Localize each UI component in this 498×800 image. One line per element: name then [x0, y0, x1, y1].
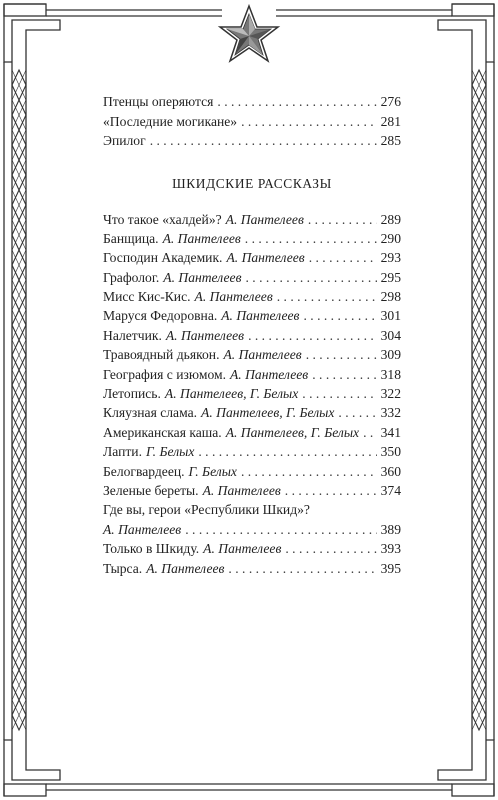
entry-author: А. Пантелеев, Г. Белых: [225, 424, 360, 440]
entry-page: 290: [380, 230, 401, 246]
entry-author: А. Пантелеев: [202, 482, 281, 498]
entry-title: Налетчик.: [103, 327, 162, 343]
toc-entry[interactable]: [103, 229, 401, 248]
toc-entry[interactable]: [103, 92, 401, 112]
leader-dots: [277, 287, 377, 306]
leader-dots: [338, 403, 376, 422]
toc-entry[interactable]: [103, 462, 401, 481]
entry-page: 298: [380, 289, 401, 305]
entry-author: Г. Белых: [145, 444, 195, 460]
entry-page: 341: [380, 424, 401, 440]
toc-entry-multiline-end[interactable]: [103, 520, 401, 539]
entry-author: А. Пантелеев, Г. Белых: [201, 405, 335, 421]
leader-dots: [185, 520, 376, 539]
entry-title: Тырса.: [103, 560, 143, 576]
leader-dots: [306, 345, 377, 364]
toc-top-group: [103, 92, 401, 151]
leader-dots: [363, 423, 377, 442]
toc-entry[interactable]: [103, 248, 401, 267]
entry-page: 281: [380, 113, 401, 129]
entry-page: 374: [380, 482, 401, 498]
entry-author: А. Пантелеев: [103, 521, 182, 537]
leader-dots: [241, 112, 377, 132]
leader-dots: [303, 306, 376, 325]
toc-entry[interactable]: [103, 481, 401, 500]
entry-page: 350: [380, 444, 401, 460]
entry-author: А. Пантелеев: [165, 327, 245, 343]
table-of-contents: [103, 92, 401, 578]
leader-dots: [285, 481, 377, 500]
toc-section-list: [103, 210, 401, 501]
toc-entry[interactable]: [103, 306, 401, 325]
entry-author: А. Пантелеев: [203, 541, 282, 557]
toc-entry[interactable]: [103, 442, 401, 461]
toc-entry[interactable]: [103, 384, 401, 403]
entry-title: География с изюмом.: [103, 366, 226, 382]
toc-entry[interactable]: [103, 559, 401, 578]
entry-author: А. Пантелеев: [194, 289, 273, 305]
entry-page: 318: [380, 366, 401, 382]
entry-title: Эпилог: [103, 133, 146, 148]
leader-dots: [245, 229, 377, 248]
leader-dots: [302, 384, 376, 403]
entry-title: Господин Академик.: [103, 250, 223, 266]
leader-dots: [150, 131, 377, 151]
entry-page: 393: [380, 541, 401, 557]
entry-title: Банщица.: [103, 230, 159, 246]
entry-title: Мисс Кис-Кис.: [103, 289, 191, 305]
entry-author: А. Пантелеев: [230, 366, 309, 382]
entry-page: 322: [380, 386, 401, 402]
entry-title: Графолог.: [103, 269, 160, 285]
entry-title: Летопись.: [103, 386, 161, 402]
leader-dots: [228, 559, 376, 578]
entry-page: 285: [380, 133, 401, 148]
entry-author: А. Пантелеев: [223, 347, 302, 363]
toc-entry[interactable]: [103, 287, 401, 306]
entry-page: 360: [380, 463, 401, 479]
toc-entry-multiline-start[interactable]: [103, 500, 401, 519]
toc-entry[interactable]: [103, 112, 401, 132]
star-icon: [220, 6, 278, 61]
entry-title: Маруся Федоровна.: [103, 308, 218, 324]
entry-title: Зеленые береты.: [103, 482, 199, 498]
entry-author: А. Пантелеев: [221, 308, 300, 324]
entry-page: 301: [380, 308, 401, 324]
entry-author: А. Пантелеев: [162, 230, 241, 246]
leader-dots: [312, 365, 376, 384]
entry-title: Только в Шкиду.: [103, 541, 200, 557]
entry-title: Белогвардеец.: [103, 463, 185, 479]
entry-page: 309: [380, 347, 401, 363]
leader-dots: [308, 210, 377, 229]
leader-dots: [198, 442, 376, 461]
entry-author: А. Пантелеев: [146, 560, 225, 576]
toc-entry[interactable]: [103, 539, 401, 558]
toc-entry[interactable]: [103, 326, 401, 345]
leader-dots: [285, 539, 376, 558]
entry-author: Г. Белых: [188, 463, 237, 479]
entry-page: 276: [380, 94, 401, 109]
entry-page: 395: [380, 560, 401, 576]
entry-title: Травоядный дьякон.: [103, 347, 220, 363]
entry-title: Кляузная слама.: [103, 405, 198, 421]
leader-dots: [241, 462, 377, 481]
entry-title: Где вы, герои «Республики Шкид»?: [103, 502, 310, 518]
leader-dots: [246, 268, 377, 287]
entry-title: «Последние могикане»: [103, 113, 238, 129]
entry-author: А. Пантелеев: [225, 211, 304, 227]
toc-entry[interactable]: [103, 365, 401, 384]
entry-author: А. Пантелеев: [163, 269, 242, 285]
leader-dots: [217, 92, 376, 112]
entry-author: А. Пантелеев, Г. Белых: [164, 386, 299, 402]
entry-title: Лапти.: [103, 444, 142, 460]
toc-entry[interactable]: [103, 210, 401, 229]
toc-final-list: [103, 539, 401, 578]
section-heading: ШКИДСКИЕ РАССКАЗЫ: [172, 175, 332, 191]
entry-author: А. Пантелеев: [226, 250, 305, 266]
toc-entry[interactable]: [103, 345, 401, 364]
entry-title: Американская каша.: [103, 424, 222, 440]
entry-title: Что такое «халдей»?: [103, 211, 222, 227]
entry-page: 304: [380, 327, 401, 343]
toc-entry[interactable]: [103, 268, 401, 287]
leader-dots: [248, 326, 377, 345]
toc-entry[interactable]: [103, 131, 401, 151]
entry-page: 289: [380, 211, 401, 227]
leader-dots: [309, 248, 377, 267]
entry-page: 332: [380, 405, 401, 421]
entry-title: Птенцы оперяются: [103, 94, 214, 109]
entry-page: 293: [380, 250, 401, 266]
entry-page: 295: [380, 269, 401, 285]
toc-entry[interactable]: [103, 403, 401, 422]
toc-entry[interactable]: [103, 423, 401, 442]
entry-page: 389: [380, 521, 401, 537]
